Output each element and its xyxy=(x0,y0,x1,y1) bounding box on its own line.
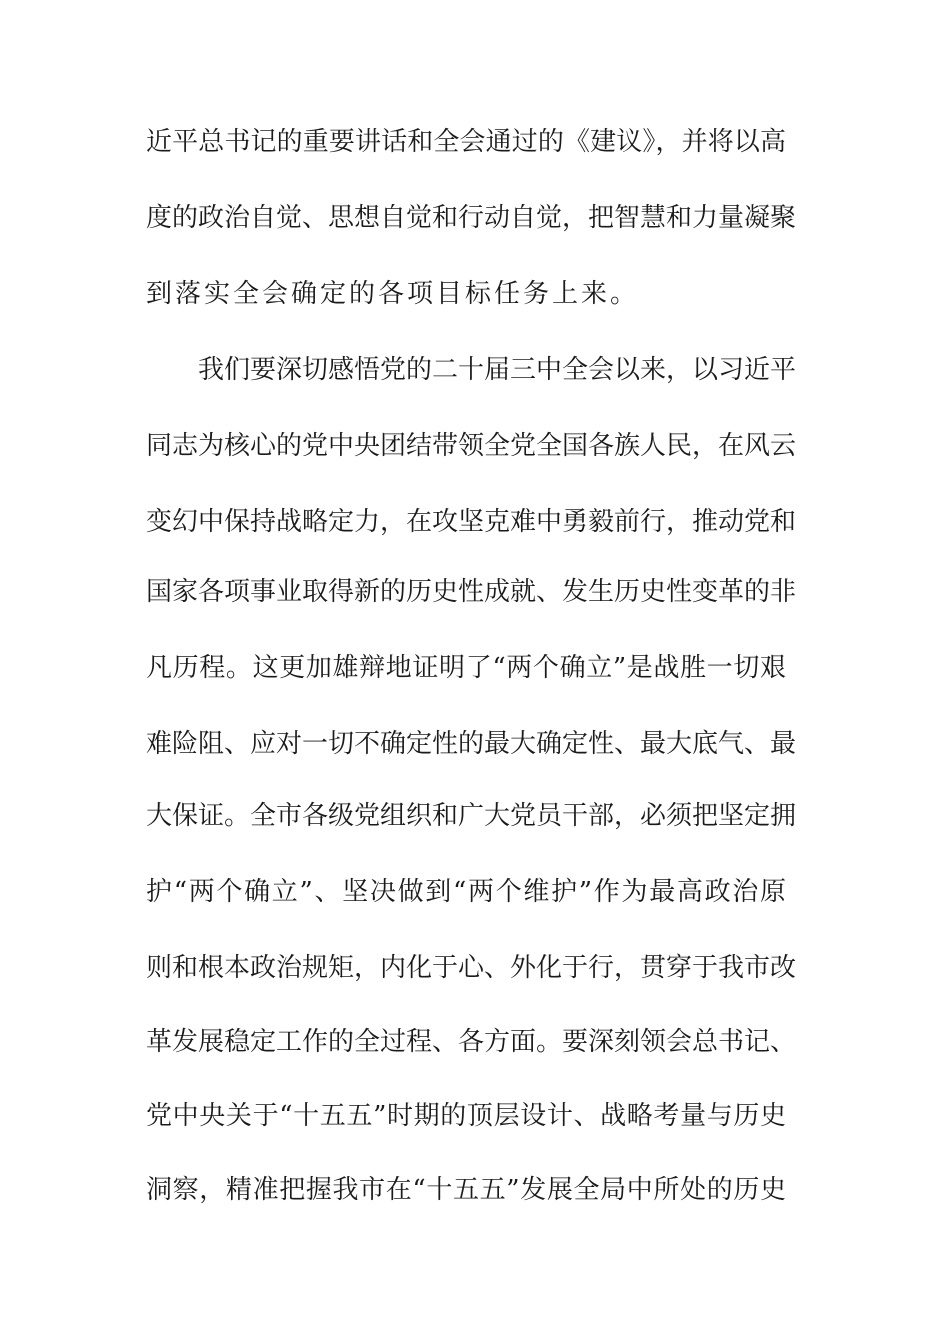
paragraph-2-line-10: 革发展稳定工作的全过程、各方面。要深刻领会总书记、 xyxy=(146,1027,797,1057)
paragraph-1-line-3: 到落实全会确定的各项目标任务上来。 xyxy=(146,279,640,309)
paragraph-2-line-2: 同志为核心的党中央团结带领全党全国各族人民，在风云 xyxy=(146,431,797,461)
paragraph-2-line-8: 护“两个确立”、坚决做到“两个维护”作为最高政治原 xyxy=(146,877,786,907)
paragraph-2-line-11: 党中央关于“十五五”时期的顶层设计、战略考量与历史 xyxy=(146,1101,786,1131)
paragraph-2-line-4: 国家各项事业取得新的历史性成就、发生历史性变革的非 xyxy=(146,577,797,607)
paragraph-2-line-9: 则和根本政治规矩，内化于心、外化于行，贯穿于我市改 xyxy=(146,953,797,983)
paragraph-1-line-1: 近平总书记的重要讲话和全会通过的《建议》，并将以高 xyxy=(146,127,786,157)
paragraph-2-line-7: 大保证。全市各级党组织和广大党员干部，必须把坚定拥 xyxy=(146,801,797,831)
paragraph-2-line-12: 洞察，精准把握我市在“十五五”发展全局中所处的历史 xyxy=(146,1175,786,1205)
paragraph-2-line-3: 变幻中保持战略定力，在攻坚克难中勇毅前行，推动党和 xyxy=(146,507,797,537)
paragraph-2-line-1: 我们要深切感悟党的二十届三中全会以来，以习近平 xyxy=(198,355,797,385)
paragraph-1-line-2: 度的政治自觉、思想自觉和行动自觉，把智慧和力量凝聚 xyxy=(146,203,797,233)
paragraph-2-line-5: 凡历程。这更加雄辩地证明了“两个确立”是战胜一切艰 xyxy=(146,653,786,683)
paragraph-2-line-6: 难险阻、应对一切不确定性的最大确定性、最大底气、最 xyxy=(146,729,797,759)
